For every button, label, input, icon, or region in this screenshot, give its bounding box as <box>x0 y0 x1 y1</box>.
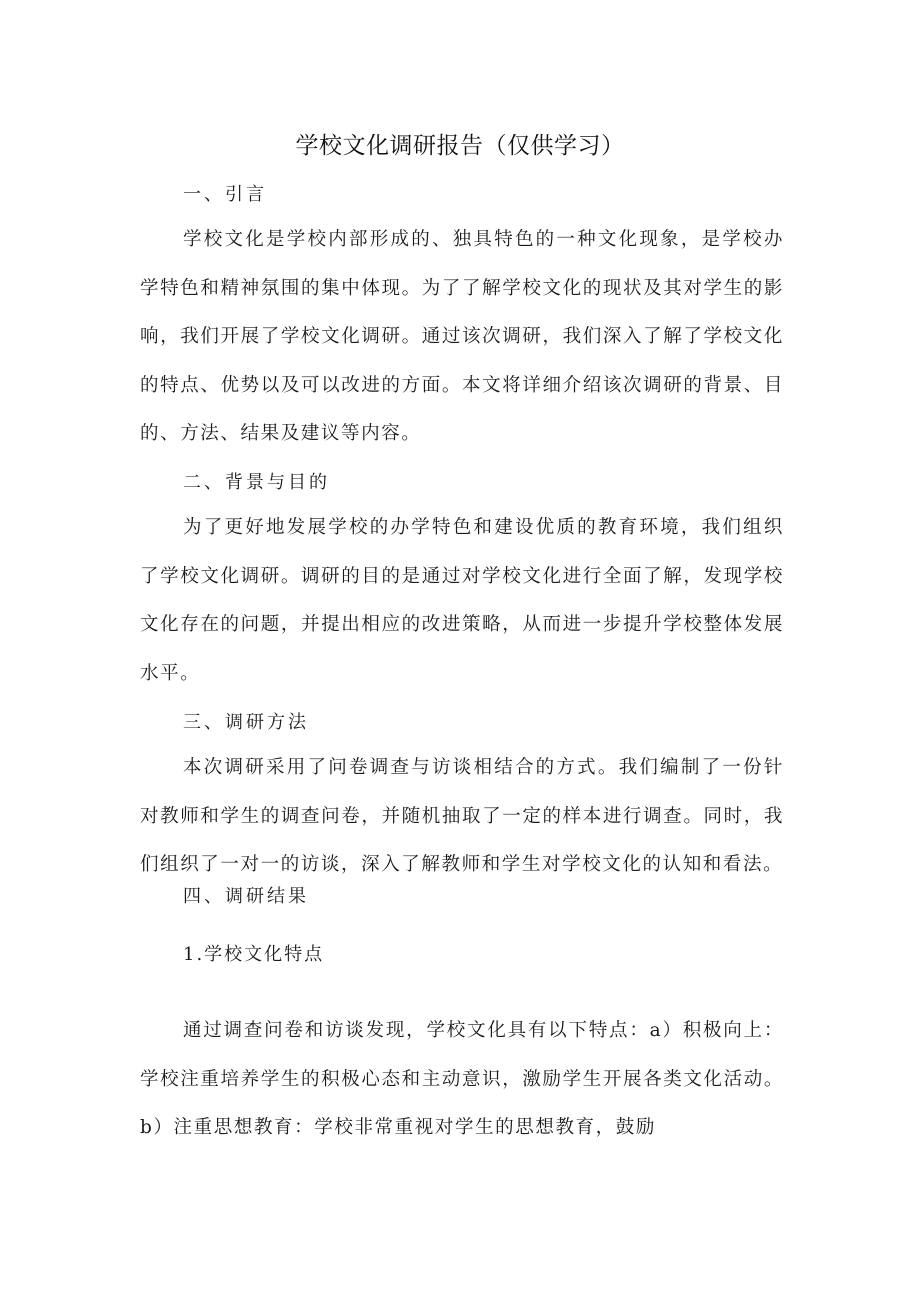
section-heading-results: 四、调研结果 <box>183 886 309 907</box>
section-body-method: 本次调研采用了问卷调查与访谈相结合的方式。我们编制了一份针对教师和学生的调查问卷，并随机抽取了一定的样本进行调查。同时，我们组织了一对一的访谈，深入了解教师和学生对学校文化的认知和看法。 <box>140 757 784 875</box>
section-subheading-features: 1.学校文化特点 <box>183 944 325 965</box>
document-title: 学校文化调研报告（仅供学习） <box>295 133 625 159</box>
section-heading-method: 三、调研方法 <box>183 712 309 733</box>
section-body-intro: 学校文化是学校内部形成的、独具特色的一种文化现象，是学校办学特色和精神氛围的集中体现。为了了解学校文化的现状及其对学生的影响，我们开展了学校文化调研。通过该次调研，我们深入了解了学校文化的特点、优势以及可以改进的方面。本文将详细介绍该次调研的背景、目的、方法、结果及建议等内容。 <box>140 229 784 444</box>
section-heading-background: 二、背景与目的 <box>183 472 330 493</box>
section-body-results: 通过调查问卷和访谈发现，学校文化具有以下特点：a）积极向上：学校注重培养学生的积极心态和主动意识，激励学生开展各类文化活动。b）注重思想教育：学校非常重视对学生的思想教育，鼓励 <box>140 1020 784 1138</box>
section-body-background: 为了更好地发展学校的办学特色和建设优质的教育环境，我们组织了学校文化调研。调研的目的是通过对学校文化进行全面了解，发现学校文化存在的问题，并提出相应的改进策略，从而进一步提升学校整体发展水平。 <box>140 517 784 684</box>
section-heading-intro: 一、引言 <box>183 184 267 205</box>
